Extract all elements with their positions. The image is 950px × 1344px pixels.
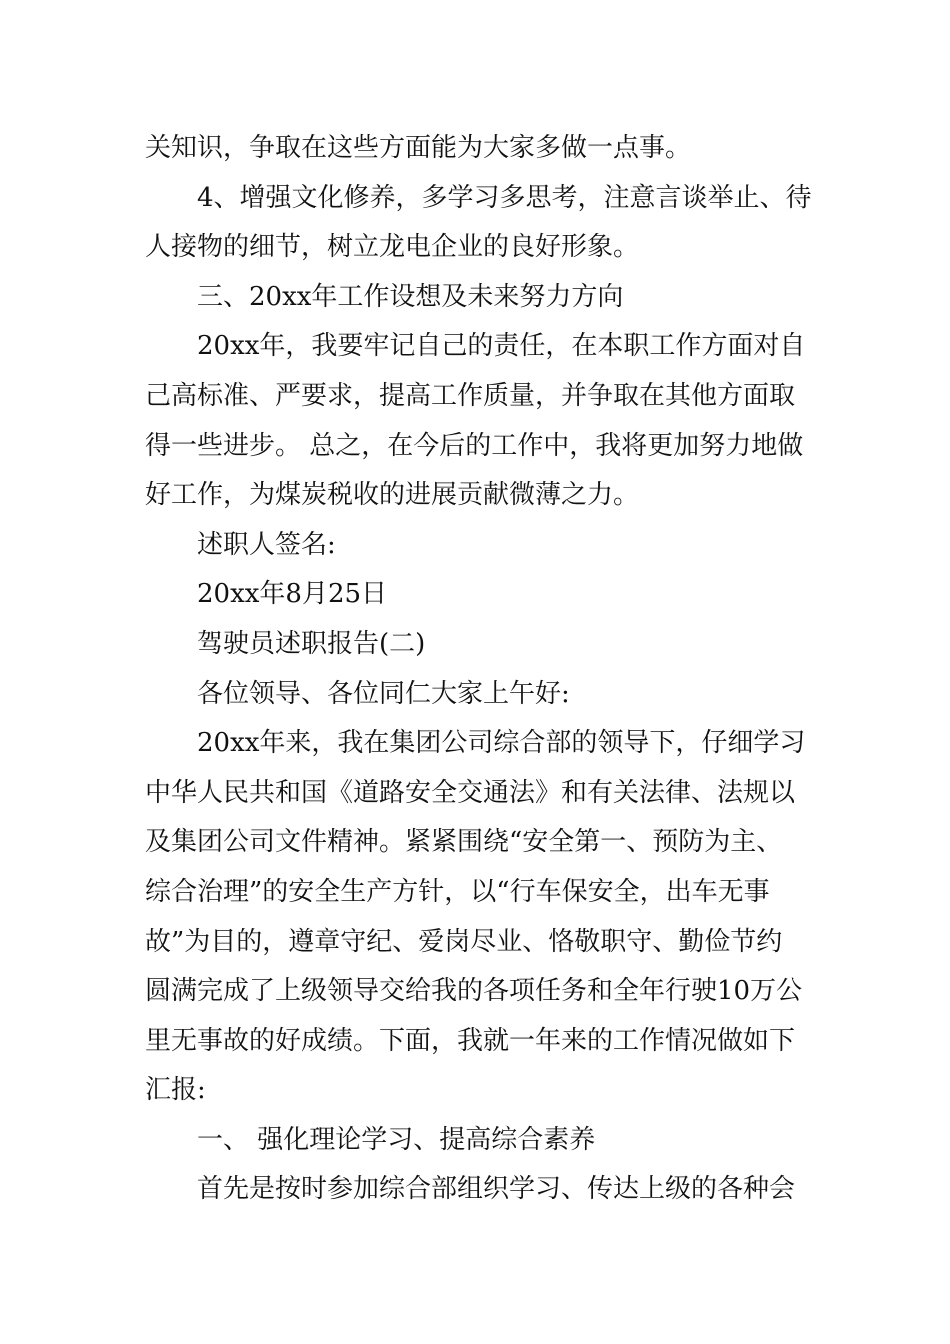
date-line: 20xx年8月25日 xyxy=(197,579,388,610)
paragraph-line: 好工作，为煤炭税收的进展贡献微薄之力。 xyxy=(145,480,640,511)
paragraph-line: 得一些进步。 总之，在今后的工作中，我将更加努力地做 xyxy=(145,430,804,461)
section-heading: 一、 强化理论学习、提高综合素养 xyxy=(197,1124,596,1155)
paragraph-line: 4、增强文化修养，多学习多思考，注意言谈举止、待 xyxy=(197,182,812,213)
paragraph-line: 及集团公司文件精神。紧紧围绕“安全第一、预防为主、 xyxy=(145,827,783,858)
paragraph-line: 汇报: xyxy=(145,1075,206,1106)
section-heading: 三、20xx年工作设想及未来努力方向 xyxy=(197,281,624,312)
signature-label: 述职人签名: xyxy=(197,529,336,560)
paragraph-line: 圆满完成了上级领导交给我的各项任务和全年行驶10万公 xyxy=(145,976,803,1007)
paragraph-line: 里无事故的好成绩。下面，我就一年来的工作情况做如下 xyxy=(145,1025,796,1056)
paragraph-line: 人接物的细节，树立龙电企业的良好形象。 xyxy=(145,232,640,263)
paragraph-line: 首先是按时参加综合部组织学习、传达上级的各种会 xyxy=(197,1174,796,1205)
greeting-line: 各位领导、各位同仁大家上午好: xyxy=(197,678,570,709)
paragraph-line: 20xx年，我要牢记自己的责任，在本职工作方面对自 xyxy=(197,331,806,362)
document-body xyxy=(145,124,810,1215)
paragraph-line: 20xx年来，我在集团公司综合部的领导下，仔细学习 xyxy=(197,728,806,759)
paragraph-line: 己高标准、严要求，提高工作质量，并争取在其他方面取 xyxy=(145,380,796,411)
report-title: 驾驶员述职报告(二) xyxy=(197,628,426,659)
paragraph-line: 关知识，争取在这些方面能为大家多做一点事。 xyxy=(145,133,692,163)
paragraph-line: 故”为目的，遵章守纪、爱岗尽业、恪敬职守、勤俭节约 xyxy=(145,926,783,957)
paragraph-line: 中华人民共和国《道路安全交通法》和有关法律、法规以 xyxy=(145,777,796,808)
paragraph-line: 综合治理”的安全生产方针，以“行车保安全，出车无事 xyxy=(145,876,770,907)
